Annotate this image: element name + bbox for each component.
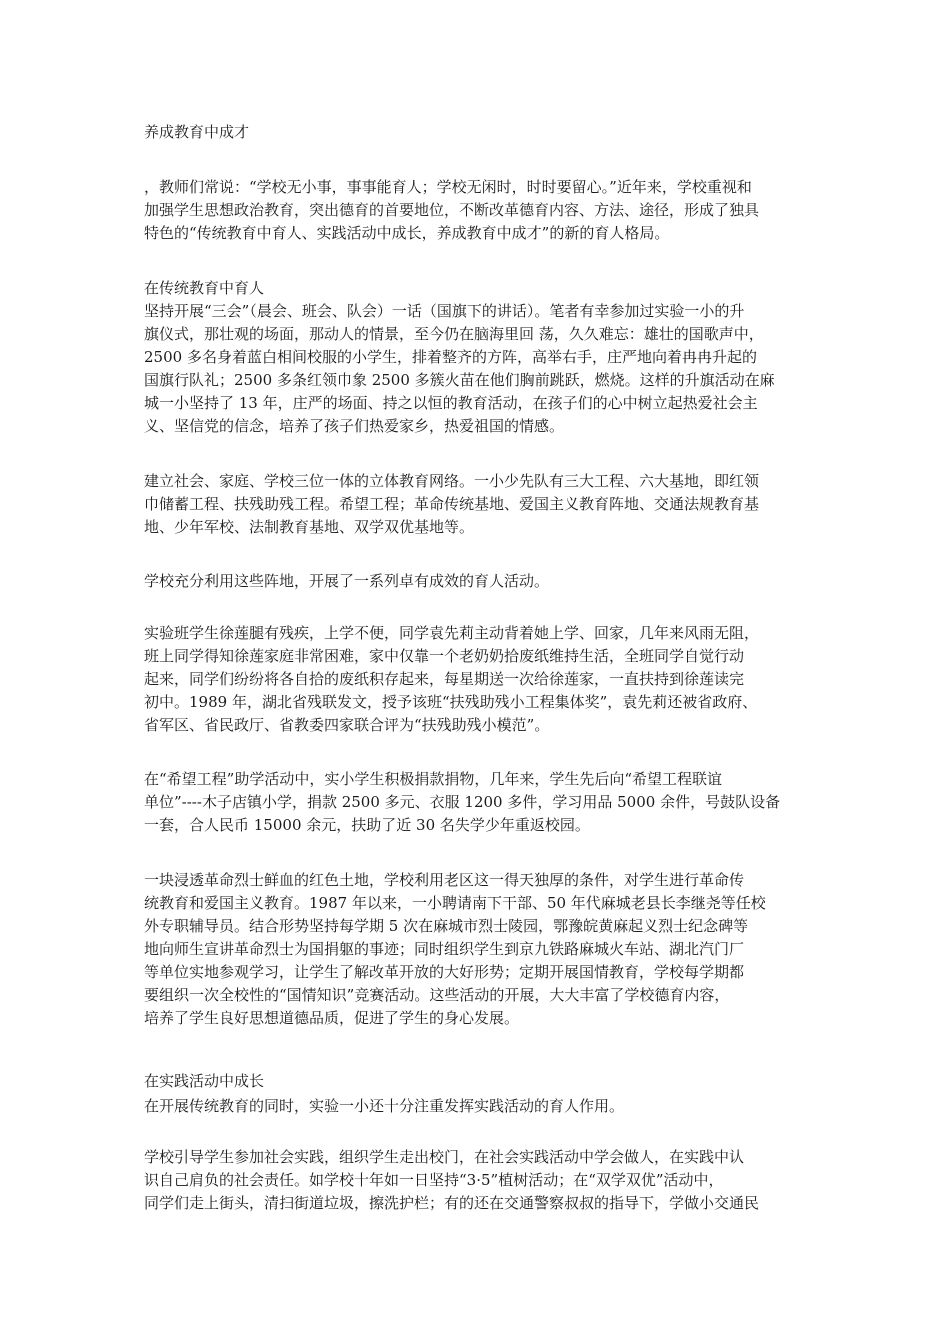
text-line: 旗仪式，那壮观的场面，那动人的情景，至今仍在脑海里回 荡，久久难忘：雄壮的国歌声中，	[144, 325, 764, 343]
text-line: 起来，同学们纷纷将各自拾的废纸积存起来，每星期送一次给徐莲家，一直扶持到徐莲读完	[144, 670, 745, 688]
text-line: 2500 多名身着蓝白相间校服的小学生，排着整齐的方阵，高举右手，庄严地向着冉冉升起的	[144, 348, 757, 366]
text-line: 城一小坚持了 13 年，庄严的场面、持之以恒的教育活动，在孩子们的心中树立起热爱社会主	[144, 394, 758, 412]
text-line: 义、坚信党的信念，培养了孩子们热爱家乡，热爱祖国的情感。	[144, 417, 565, 435]
text-line: 省军区、省民政厅、省教委四家联合评为“扶残助残小模范”。	[144, 716, 550, 734]
text-line: 外专职辅导员。结合形势坚持每学期 5 次在麻城市烈士陵园，鄂豫皖黄麻起义烈士纪念碑等	[144, 917, 749, 935]
text-line: 要组织一次全校性的“国情知识”竞赛活动。这些活动的开展，大大丰富了学校德育内容，	[144, 986, 730, 1004]
text-line: 实验班学生徐莲腿有残疾，上学不便，同学袁先莉主动背着她上学、回家，几年来风雨无阻，	[144, 624, 760, 642]
text-line: 单位”----木子店镇小学，捐款 2500 多元、衣服 1200 多件，学习用品 5000 余件，号鼓队设备	[144, 793, 781, 811]
text-line: 一套，合人民币 15000 余元，扶助了近 30 名失学少年重返校园。	[144, 816, 590, 834]
paragraph	[144, 300, 775, 438]
text-line: 识自己肩负的社会责任。如学校十年如一日坚持“3·5”植树活动；在“双学双优”活动中，	[144, 1171, 724, 1189]
section-heading	[144, 1070, 264, 1093]
text-line: 统教育和爱国主义教育。1987 年以来，一小聘请南下干部、50 年代麻城老县长李继尧等任校	[144, 894, 766, 912]
text-line: 班上同学得知徐莲家庭非常困难，家中仅靠一个老奶奶拾废纸维持生活，全班同学自觉行动	[144, 647, 745, 665]
document-title: 养成教育中成才	[144, 123, 250, 141]
section-heading	[144, 277, 264, 300]
text-line: ，教师们常说：“学校无小事，事事能育人；学校无闲时，时时要留心。”近年来，学校重视和	[144, 178, 752, 196]
paragraph	[144, 470, 759, 539]
paragraph	[144, 622, 759, 737]
paragraph	[144, 768, 780, 837]
text-line: 培养了学生良好思想道德品质，促进了学生的身心发展。	[144, 1009, 520, 1027]
text-line: 地向师生宣讲革命烈士为国捐躯的事迹；同时组织学生到京九铁路麻城火车站、湖北汽门厂	[144, 940, 745, 958]
text-line: 巾储蓄工程、扶残助残工程。希望工程；革命传统基地、爱国主义教育阵地、交通法规教育基	[144, 495, 760, 513]
paragraph	[144, 869, 766, 1030]
text-line: 学校引导学生参加社会实践，组织学生走出校门，在社会实践活动中学会做人，在实践中认	[144, 1148, 745, 1166]
text-line: 地、少年军校、法制教育基地、双学双优基地等。	[144, 518, 475, 536]
section-heading-text: 在传统教育中育人	[144, 279, 265, 297]
text-line: 坚持开展“三会”（晨会、班会、队会）一话（国旗下的讲话）。笔者有幸参加过实验一小的升	[144, 302, 745, 320]
text-line: 学校充分利用这些阵地，开展了一系列卓有成效的育人活动。	[144, 572, 550, 590]
paragraph	[144, 570, 549, 593]
intro-paragraph	[144, 176, 759, 245]
text-line: 一块浸透革命烈士鲜血的红色土地，学校利用老区这一得天独厚的条件，对学生进行革命传	[144, 871, 745, 889]
text-line: 建立社会、家庭、学校三位一体的立体教育网络。一小少先队有三大工程、六大基地，即红领	[144, 472, 760, 490]
paragraph	[144, 1146, 759, 1215]
paragraph	[144, 1095, 624, 1118]
text-line: 等单位实地参观学习，让学生了解改革开放的大好形势；定期开展国情教育，学校每学期都	[144, 963, 745, 981]
text-line: 在开展传统教育的同时，实验一小还十分注重发挥实践活动的育人作用。	[144, 1097, 625, 1115]
section-heading-text: 在实践活动中成长	[144, 1072, 265, 1090]
text-line: 国旗行队礼；2500 多条红领巾象 2500 多簇火苗在他们胸前跳跃，燃烧。这样的升旗活动在麻	[144, 371, 775, 389]
text-line: 在“希望工程”助学活动中，实小学生积极捐款捐物，几年来，学生先后向“希望工程联谊	[144, 770, 723, 788]
text-line: 特色的“传统教育中育人、实践活动中成长，养成教育中成才”的新的育人格局。	[144, 224, 670, 242]
text-line: 加强学生思想政治教育，突出德育的首要地位，不断改革德育内容、方法、途径，形成了独具	[144, 201, 760, 219]
text-line: 初中。1989 年，湖北省残联发文，授予该班“扶残助残小工程集体奖”，袁先莉还被省政府、	[144, 693, 758, 711]
text-line: 同学们走上街头，清扫街道垃圾，擦洗护栏；有的还在交通警察叔叔的指导下，学做小交通民	[144, 1194, 760, 1212]
